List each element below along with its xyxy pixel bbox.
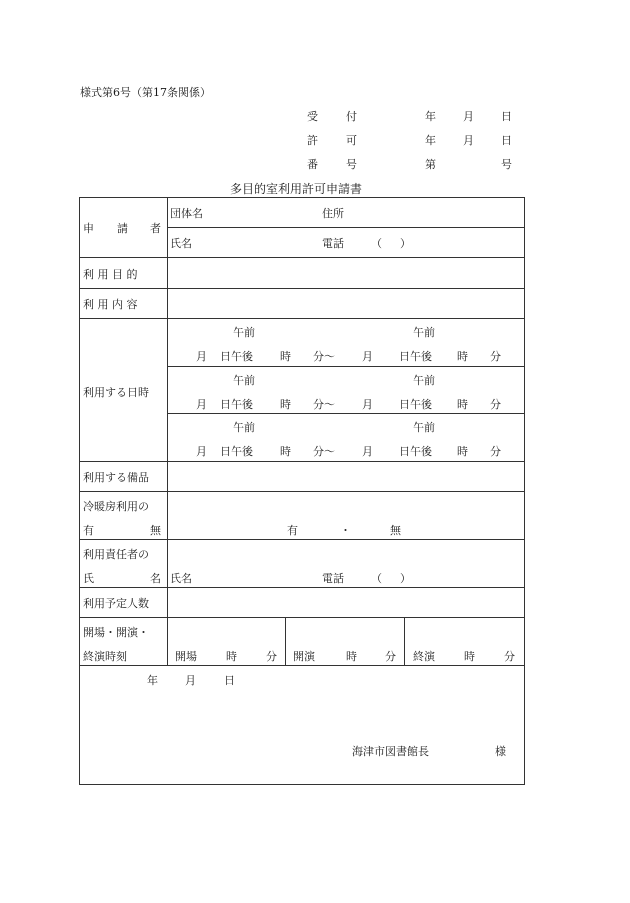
end-minute: 分 <box>490 398 501 411</box>
reception-day-1: 日 <box>501 110 512 123</box>
end-time-hour: 時 <box>464 650 475 663</box>
expected-count-label: 利用予定人数 <box>83 597 149 610</box>
group-name-label: 団体名 <box>170 207 203 220</box>
applicant-name-label: 氏名 <box>170 237 192 250</box>
open-minute: 分 <box>266 650 277 663</box>
start-day-pm: 日午後 <box>220 398 253 411</box>
aircon-label-line1: 冷暖房利用の <box>83 500 149 513</box>
applicant-paren-open: （ <box>371 237 382 250</box>
start-time-hour: 時 <box>346 650 357 663</box>
start-hour: 時 <box>280 445 291 458</box>
open-time-label: 開場 <box>175 650 197 663</box>
end-hour: 時 <box>457 398 468 411</box>
times-label-line1: 開場・開演・ <box>83 626 149 639</box>
form-number: 様式第6号（第17条関係） <box>80 86 211 99</box>
footer-day: 日 <box>224 674 235 687</box>
number-go: 号 <box>501 158 512 171</box>
end-minute: 分 <box>490 350 501 363</box>
honorific: 様 <box>495 745 506 758</box>
end-month: 月 <box>362 350 373 363</box>
applicant-label-2: 請 <box>117 222 128 235</box>
start-time-minute: 分 <box>385 650 396 663</box>
applicant-label-1: 申 <box>83 222 94 235</box>
end-hour: 時 <box>457 350 468 363</box>
end-day-pm: 日午後 <box>399 398 432 411</box>
permit-month: 月 <box>463 134 474 147</box>
end-hour: 時 <box>457 445 468 458</box>
number-dai: 第 <box>425 158 436 171</box>
end-day-pm: 日午後 <box>399 350 432 363</box>
number-label-a: 番 <box>307 158 318 171</box>
responsible-name-label: 氏名 <box>170 572 192 585</box>
equipment-label: 利用する備品 <box>83 471 149 484</box>
start-month: 月 <box>196 445 207 458</box>
end-minute: 分 <box>490 445 501 458</box>
applicant-paren-close: ） <box>400 237 411 250</box>
start-minute: 分～ <box>313 350 335 363</box>
aircon-yes-option: 有 <box>287 524 298 537</box>
permit-year: 年 <box>425 134 436 147</box>
permit-day: 日 <box>501 134 512 147</box>
start-minute: 分～ <box>313 398 335 411</box>
end-month: 月 <box>362 398 373 411</box>
end-day-pm: 日午後 <box>399 445 432 458</box>
number-label-b: 号 <box>346 158 357 171</box>
am-label: 午前 <box>233 421 255 434</box>
open-hour: 時 <box>226 650 237 663</box>
am-label: 午前 <box>413 326 435 339</box>
start-month: 月 <box>196 350 207 363</box>
end-time-label: 終演 <box>413 650 435 663</box>
applicant-phone-label: 電話 <box>322 237 344 250</box>
aircon-label-no-char: 無 <box>150 524 161 537</box>
start-time-label: 開演 <box>293 650 315 663</box>
address-label: 住所 <box>322 207 344 220</box>
datetime-label: 利用する日時 <box>83 386 149 399</box>
end-month: 月 <box>362 445 373 458</box>
responsible-phone-label: 電話 <box>322 572 344 585</box>
responsible-label-char-1: 氏 <box>83 572 94 585</box>
start-hour: 時 <box>280 350 291 363</box>
permit-label-b: 可 <box>346 134 357 147</box>
content-label: 利 用 内 容 <box>83 298 138 311</box>
start-minute: 分～ <box>313 445 335 458</box>
responsible-label-line1: 利用責任者の <box>83 548 149 561</box>
am-label: 午前 <box>233 326 255 339</box>
aircon-no-option: 無 <box>390 524 401 537</box>
permit-label-a: 許 <box>307 134 318 147</box>
reception-year-1: 年 <box>425 110 436 123</box>
purpose-label: 利 用 目 的 <box>83 268 138 281</box>
applicant-label-3: 者 <box>150 222 161 235</box>
form-title: 多目的室利用許可申請書 <box>230 182 363 196</box>
times-label-line2: 終演時刻 <box>83 650 127 663</box>
responsible-paren-close: ） <box>400 572 411 585</box>
start-day-pm: 日午後 <box>220 350 253 363</box>
footer-month: 月 <box>185 674 196 687</box>
reception-month-1: 月 <box>463 110 474 123</box>
aircon-label-yes-char: 有 <box>83 524 94 537</box>
start-day-pm: 日午後 <box>220 445 253 458</box>
am-label: 午前 <box>413 374 435 387</box>
start-hour: 時 <box>280 398 291 411</box>
reception-label-1a: 受 <box>307 110 318 123</box>
start-month: 月 <box>196 398 207 411</box>
reception-label-1b: 付 <box>346 110 357 123</box>
am-label: 午前 <box>413 421 435 434</box>
addressee: 海津市図書館長 <box>352 745 429 758</box>
responsible-label-char-2: 名 <box>150 572 161 585</box>
aircon-separator-dot: ・ <box>340 524 351 537</box>
responsible-paren-open: （ <box>371 572 382 585</box>
end-time-minute: 分 <box>504 650 515 663</box>
footer-year: 年 <box>147 674 158 687</box>
am-label: 午前 <box>233 374 255 387</box>
